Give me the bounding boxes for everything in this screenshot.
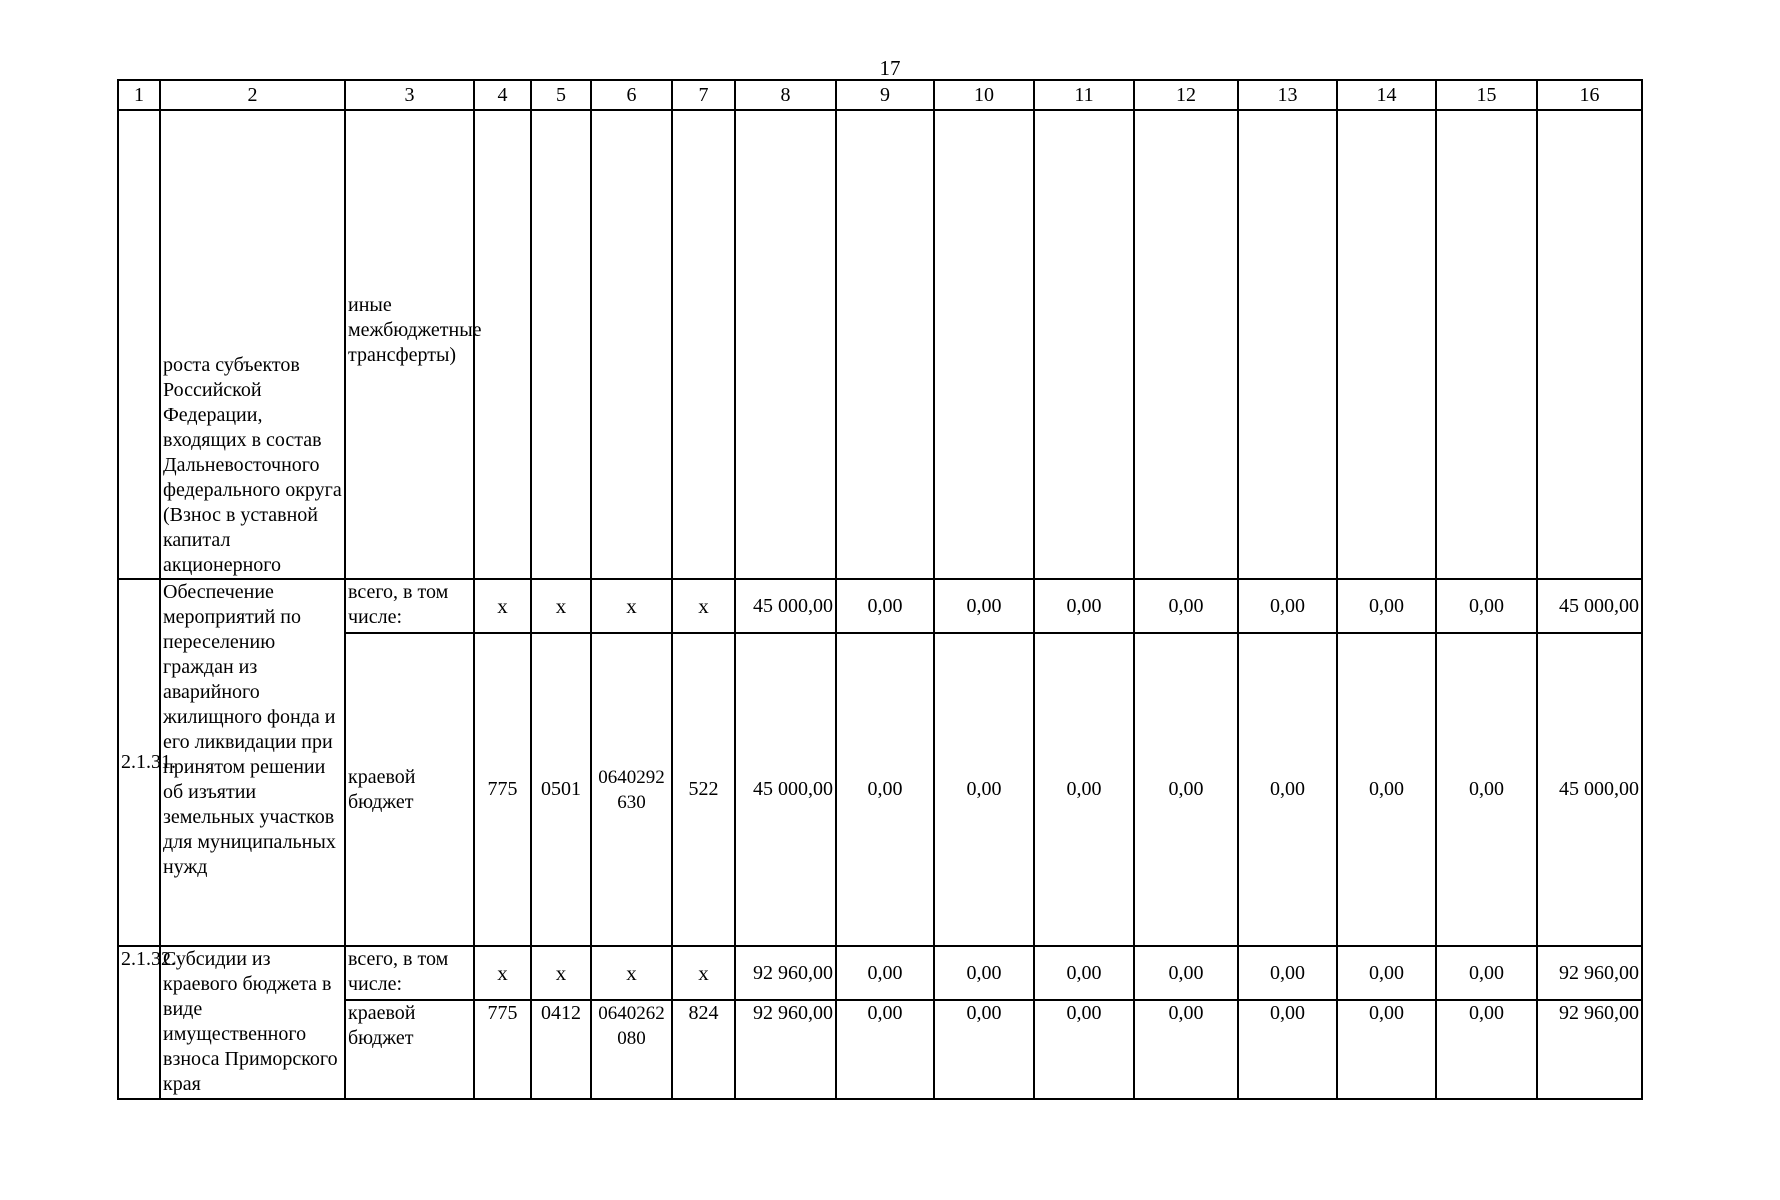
column-header: 1 xyxy=(118,80,160,110)
column-header: 3 xyxy=(345,80,474,110)
amount-cell: 0,00 xyxy=(836,633,934,946)
amount-cell: 0,00 xyxy=(836,1000,934,1099)
column-header: 7 xyxy=(672,80,735,110)
amount-cell: 0,00 xyxy=(1238,946,1337,1000)
table-cell xyxy=(934,110,1034,579)
source-label-cell: всего, в том числе: xyxy=(345,579,474,633)
amount-cell: 0,00 xyxy=(1034,946,1134,1000)
table-row xyxy=(118,946,1642,1000)
table-cell xyxy=(836,110,934,579)
table-cell: 0640292630 xyxy=(591,633,672,946)
column-header: 2 xyxy=(160,80,345,110)
table-cell xyxy=(118,110,160,579)
table-row xyxy=(118,579,1642,633)
column-header: 5 xyxy=(531,80,591,110)
table-row xyxy=(118,1000,1642,1099)
item-number-cell: 2.1.32. xyxy=(118,946,160,1099)
amount-cell: 0,00 xyxy=(1337,1000,1436,1099)
amount-cell: 0,00 xyxy=(1034,579,1134,633)
amount-cell: 0,00 xyxy=(1238,579,1337,633)
amount-cell: 0,00 xyxy=(1337,946,1436,1000)
table-cell xyxy=(1436,110,1537,579)
amount-cell: 45 000,00 xyxy=(1537,633,1642,946)
item-name-cell: Субсидии из краевого бюджета в виде имущественного взноса Приморского края xyxy=(160,946,345,1099)
amount-cell: 0,00 xyxy=(1034,1000,1134,1099)
table-cell: 0501 xyxy=(531,633,591,946)
amount-cell: 0,00 xyxy=(836,946,934,1000)
amount-cell: 0,00 xyxy=(836,579,934,633)
amount-cell: 0,00 xyxy=(1436,946,1537,1000)
table-cell: 0412 xyxy=(531,1000,591,1099)
table-cell: 775 xyxy=(474,633,531,946)
table-cell xyxy=(1537,110,1642,579)
table-cell xyxy=(1337,110,1436,579)
table-cell: x xyxy=(672,579,735,633)
table-cell: x xyxy=(531,946,591,1000)
table-cell xyxy=(1034,110,1134,579)
table-cell: x xyxy=(591,946,672,1000)
amount-cell: 0,00 xyxy=(1436,1000,1537,1099)
budget-table xyxy=(117,79,1643,1100)
column-header: 11 xyxy=(1034,80,1134,110)
amount-cell: 0,00 xyxy=(1436,633,1537,946)
item-number-cell: 2.1.31. xyxy=(118,579,160,946)
amount-cell: 0,00 xyxy=(934,946,1034,1000)
table-cell xyxy=(531,110,591,579)
continuation-row xyxy=(118,110,1642,579)
column-header: 8 xyxy=(735,80,836,110)
table-cell: 522 xyxy=(672,633,735,946)
table-cell: 824 xyxy=(672,1000,735,1099)
amount-cell: 0,00 xyxy=(1134,1000,1238,1099)
amount-cell: 0,00 xyxy=(934,579,1034,633)
amount-cell: 0,00 xyxy=(1436,579,1537,633)
column-header: 10 xyxy=(934,80,1034,110)
amount-cell: 0,00 xyxy=(1034,633,1134,946)
table-cell xyxy=(672,110,735,579)
table-cell: x xyxy=(672,946,735,1000)
table-cell: x xyxy=(531,579,591,633)
source-label-cell: краевой бюджет xyxy=(345,1000,474,1099)
column-header-row xyxy=(118,80,1642,110)
source-label-cell: всего, в том числе: xyxy=(345,946,474,1000)
column-header: 16 xyxy=(1537,80,1642,110)
table-cell: x xyxy=(474,946,531,1000)
column-header: 14 xyxy=(1337,80,1436,110)
amount-cell: 45 000,00 xyxy=(735,579,836,633)
source-label-cell: краевой бюджет xyxy=(345,633,474,946)
table-cell xyxy=(735,110,836,579)
amount-cell: 92 960,00 xyxy=(735,946,836,1000)
column-header: 6 xyxy=(591,80,672,110)
table-cell xyxy=(474,110,531,579)
column-header: 15 xyxy=(1436,80,1537,110)
table-cell: 0640262080 xyxy=(591,1000,672,1099)
amount-cell: 0,00 xyxy=(1134,946,1238,1000)
amount-cell: 0,00 xyxy=(1238,1000,1337,1099)
amount-cell: 0,00 xyxy=(1337,633,1436,946)
amount-cell: 0,00 xyxy=(1337,579,1436,633)
table-row xyxy=(118,633,1642,946)
amount-cell: 0,00 xyxy=(1134,633,1238,946)
column-header: 4 xyxy=(474,80,531,110)
table-cell xyxy=(591,110,672,579)
table-cell xyxy=(1238,110,1337,579)
page-number: 17 xyxy=(879,56,901,80)
table-cell: 775 xyxy=(474,1000,531,1099)
amount-cell: 0,00 xyxy=(934,1000,1034,1099)
continuation-source-cell: иные межбюджетные трансферты) xyxy=(345,110,474,579)
item-name-cell: Обеспечение мероприятий по переселению граждан из аварийного жилищного фонда и его ликвидации при принятом решении об изъятии земельных участков для муниципальных нужд xyxy=(160,579,345,946)
table-cell: x xyxy=(474,579,531,633)
column-header: 13 xyxy=(1238,80,1337,110)
amount-cell: 92 960,00 xyxy=(735,1000,836,1099)
amount-cell: 0,00 xyxy=(1134,579,1238,633)
table-cell: x xyxy=(591,579,672,633)
amount-cell: 45 000,00 xyxy=(1537,579,1642,633)
column-header: 9 xyxy=(836,80,934,110)
table-cell xyxy=(1134,110,1238,579)
amount-cell: 0,00 xyxy=(1238,633,1337,946)
amount-cell: 92 960,00 xyxy=(1537,1000,1642,1099)
amount-cell: 45 000,00 xyxy=(735,633,836,946)
amount-cell: 0,00 xyxy=(934,633,1034,946)
continuation-name-cell: роста субъектов Российской Федерации, входящих в состав Дальневосточного федерального округа (Взнос в уставной капитал акционерного xyxy=(160,110,345,579)
amount-cell: 92 960,00 xyxy=(1537,946,1642,1000)
column-header: 12 xyxy=(1134,80,1238,110)
